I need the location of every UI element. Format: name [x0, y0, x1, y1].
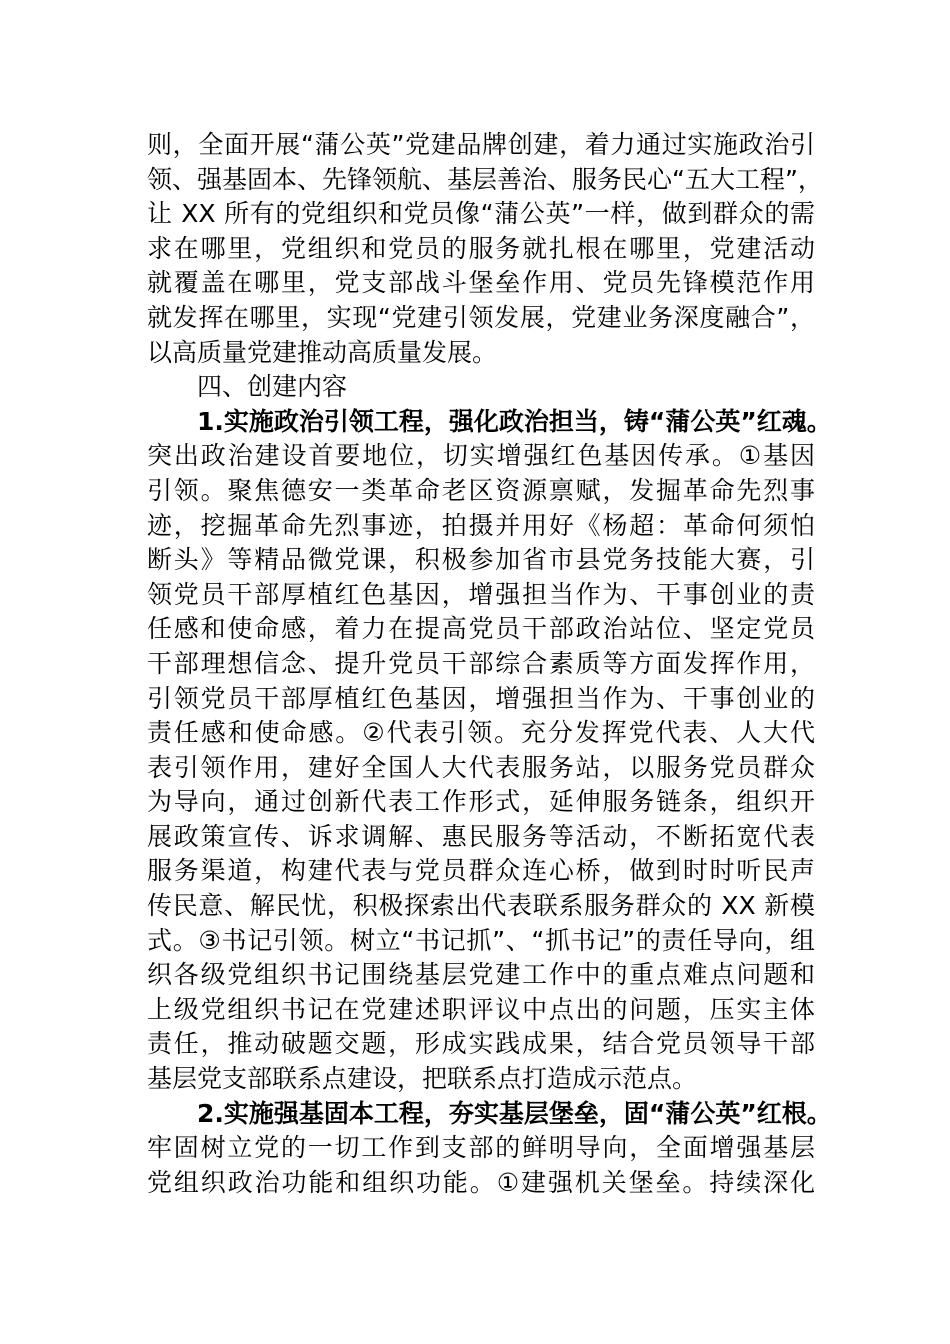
section-heading: 四、创建内容	[197, 372, 348, 402]
text-line: 服务渠道，构建代表与党员群众连心桥，做到时时听民声	[147, 856, 815, 886]
text-line: 以高质量党建推动高质量发展。	[147, 337, 498, 367]
item-2-heading: 2.实施强基固本工程，夯实基层堡垒，固“蒲公英”红根。	[197, 1098, 832, 1128]
text-line: 式。③书记引领。树立“书记抓”、“抓书记”的责任导向，组	[147, 925, 815, 955]
text-line: 牢固树立党的一切工作到支部的鲜明导向，全面增强基层	[147, 1133, 815, 1163]
text-line: 领、强基固本、先锋领航、基层善治、服务民心“五大工程”，	[147, 164, 823, 194]
text-line: 干部理想信念、提升党员干部综合素质等方面发挥作用，	[147, 648, 815, 678]
text-line: 断头》等精品微党课，积极参加省市县党务技能大赛，引	[147, 545, 815, 575]
text-line: 上级党组织书记在党建述职评议中点出的问题，压实主体	[147, 994, 815, 1024]
text-line: 展政策宣传、诉求调解、惠民服务等活动，不断拓宽代表	[147, 821, 815, 851]
text-line: 让 XX 所有的党组织和党员像“蒲公英”一样，做到群众的需	[147, 199, 815, 229]
text-line: 责任，推动破题交题，形成实践成果，结合党员领导干部	[147, 1029, 815, 1059]
text-line: 基层党支部联系点建设，把联系点打造成示范点。	[147, 1064, 698, 1094]
document-body	[147, 128, 832, 1200]
text-line: 突出政治建设首要地位，切实增强红色基因传承。①基因	[147, 441, 815, 471]
item-1-heading: 1.实施政治引领工程，强化政治担当，铸“蒲公英”红魂。	[197, 406, 832, 436]
text-line: 就发挥在哪里，实现“党建引领发展，党建业务深度融合”，	[147, 302, 815, 332]
item-2-paragraph	[147, 1097, 832, 1201]
text-line: 表引领作用，建好全国人大代表服务站，以服务党员群众	[147, 752, 815, 782]
text-line: 织各级党组织书记围绕基层党建工作中的重点难点问题和	[147, 960, 815, 990]
text-line: 任感和使命感，着力在提高党员干部政治站位、坚定党员	[147, 614, 815, 644]
intro-paragraph	[147, 128, 823, 370]
text-line: 领党员干部厚植红色基因，增强担当作为、干事创业的责	[147, 579, 815, 609]
text-line: 传民意、解民忧，积极探索出代表联系服务群众的 XX 新模	[147, 891, 815, 921]
text-line: 迹，挖掘革命先烈事迹，拍摄并用好《杨超：革命何须怕	[147, 510, 815, 540]
item-1-paragraph	[147, 405, 832, 1097]
text-line: 引领。聚焦德安一类革命老区资源禀赋，发掘革命先烈事	[147, 475, 815, 505]
text-line: 求在哪里，党组织和党员的服务就扎根在哪里，党建活动	[147, 233, 815, 263]
text-line: 党组织政治功能和组织功能。①建强机关堡垒。持续深化	[147, 1167, 815, 1197]
text-line: 为导向，通过创新代表工作形式，延伸服务链条，组织开	[147, 787, 815, 817]
text-line: 则，全面开展“蒲公英”党建品牌创建，着力通过实施政治引	[147, 130, 815, 159]
text-line: 就覆盖在哪里，党支部战斗堡垒作用、党员先锋模范作用	[147, 268, 815, 298]
text-line: 引领党员干部厚植红色基因，增强担当作为、干事创业的	[147, 683, 815, 713]
text-line: 责任感和使命感。②代表引领。充分发挥党代表、人大代	[147, 718, 815, 748]
